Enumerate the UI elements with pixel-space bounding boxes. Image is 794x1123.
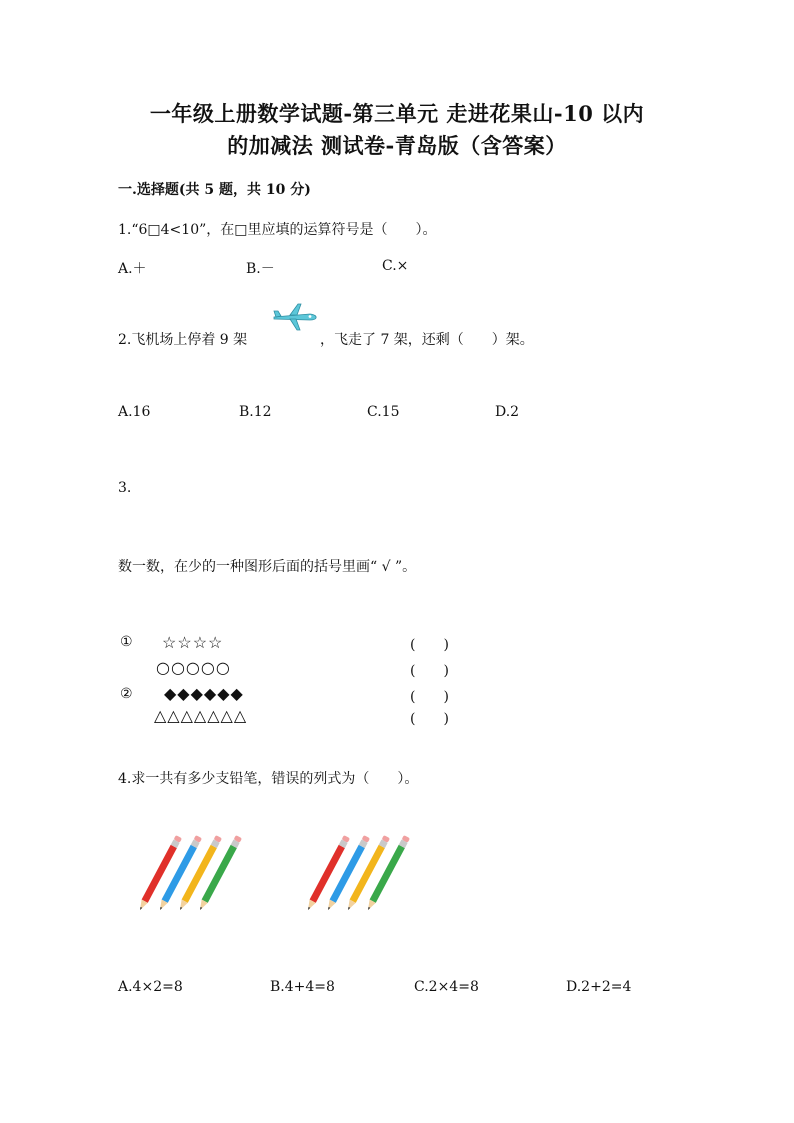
triangles-row: △△△△△△△ [154,706,248,725]
group-2-label: ② [120,686,133,702]
question-2-text-before: 2.飞机场上停着 9 架 [118,332,248,348]
question-2-option-d: D.2 [495,404,520,420]
pencil-group-left-image [132,840,244,916]
diamonds-row: ◆◆◆◆◆◆ [164,684,244,703]
pencil-group-right-image [300,840,412,916]
question-2-option-a: A.16 [118,404,151,420]
question-4-option-d: D.2+2=4 [566,979,632,995]
question-4-option-b: B.4+4=8 [270,979,335,995]
question-1-text: 1.“6□4<10”，在□里应填的运算符号是（ ）。 [118,222,437,238]
question-1-option-b: B.－ [246,261,275,277]
page-title-line-2: 的加减法 测试卷-青岛版（含答案） [227,133,567,158]
question-2-option-b: B.12 [239,404,272,420]
question-1-option-c: C.× [382,258,409,274]
question-2-text-after: ，飞走了 7 架，还剩（ ）架。 [320,332,534,348]
section-heading: 一.选择题(共 5 题，共 10 分) [118,182,311,198]
question-4-option-a: A.4×2=8 [118,979,183,995]
question-3-instruction: 数一数，在少的一种图形后面的括号里画“ √ ”。 [118,559,417,575]
group-1-label: ① [120,634,133,650]
stars-answer-paren: ( ) [410,637,449,653]
question-4-option-c: C.2×4=8 [414,979,479,995]
triangles-answer-paren: ( ) [410,711,449,727]
page-title-line-1: 一年级上册数学试题-第三单元 走进花果山-10 以内 [149,101,645,126]
diamonds-answer-paren: ( ) [410,689,449,705]
circles-answer-paren: ( ) [410,663,449,679]
question-1-option-a: A.＋ [118,261,147,277]
question-4-text: 4.求一共有多少支铅笔，错误的列式为（ ）。 [118,771,419,787]
airplane-icon [272,303,318,331]
circles-row: ○○○○○ [156,658,231,677]
stars-row: ☆☆☆☆ [162,633,224,652]
question-2-option-c: C.15 [367,404,400,420]
question-3-number: 3. [118,480,132,496]
